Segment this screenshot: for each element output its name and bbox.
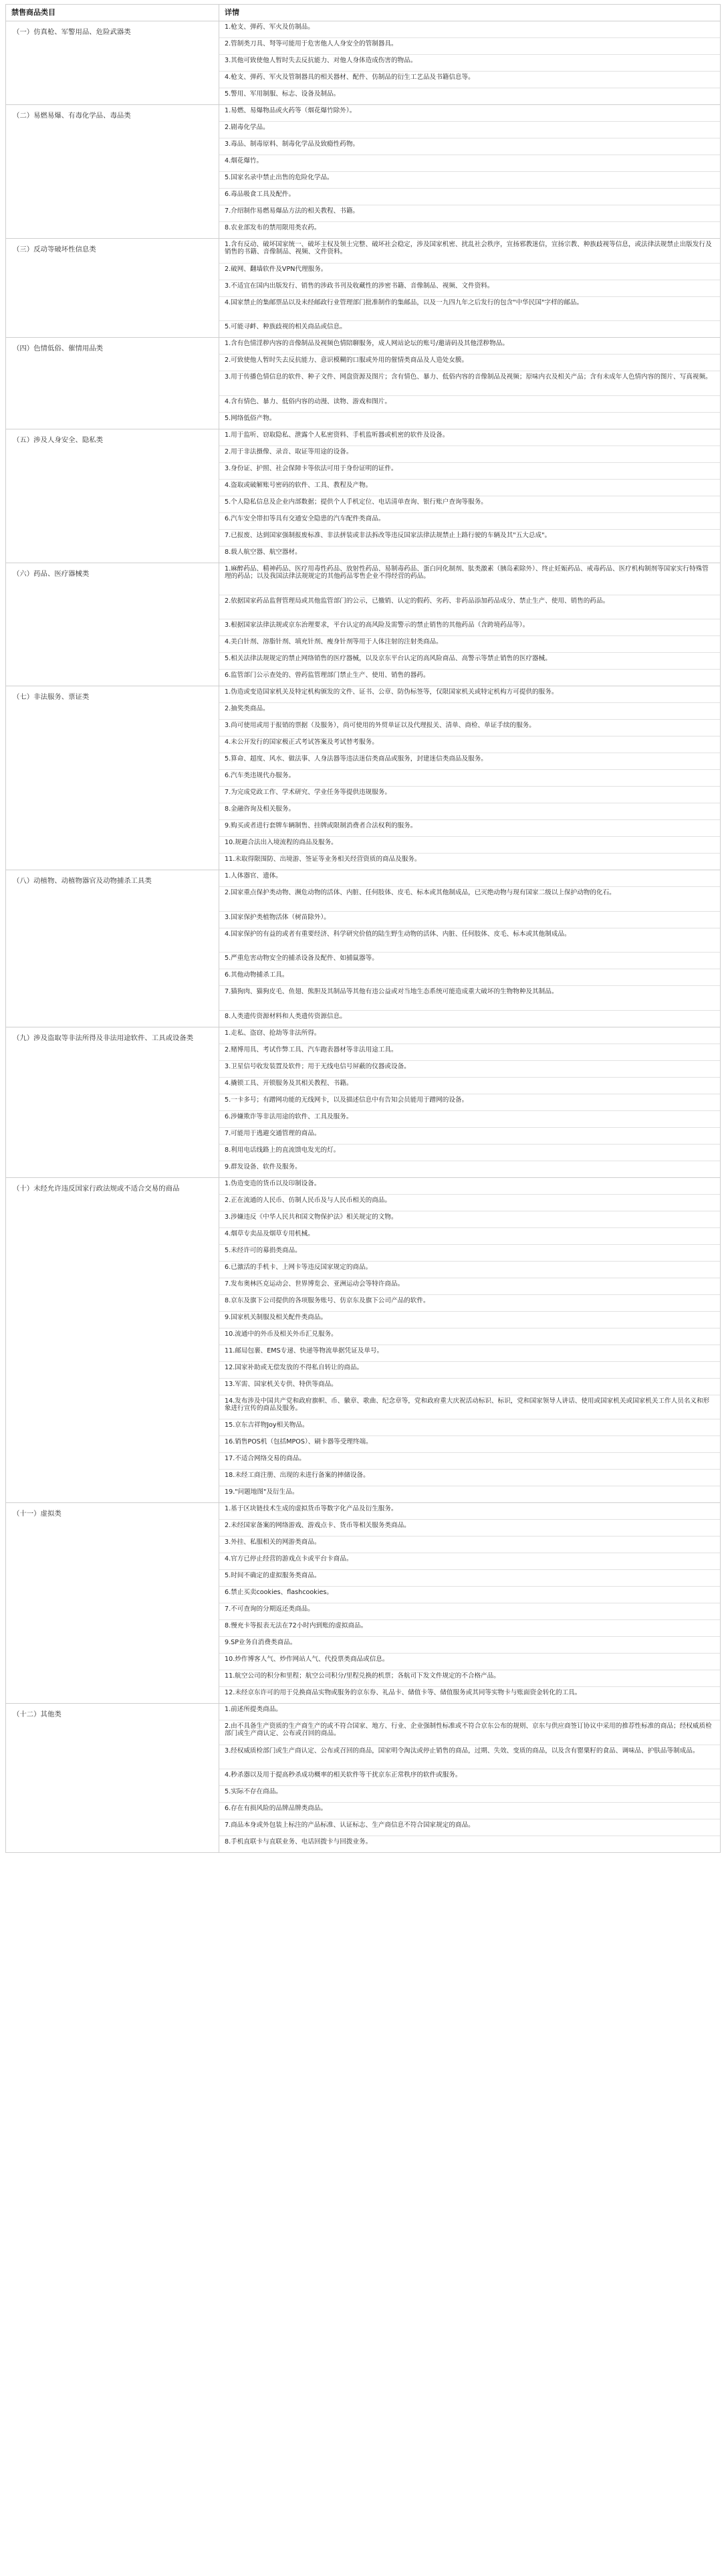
rule-item: 4.国家保护的有益的或者有重要经济、科学研究价值的陆生野生动物的活体、内脏、任何肢体、皮毛、标本或其他制成品。: [219, 928, 720, 953]
rule-item: 1.麻醉药品、精神药品、医疗用毒性药品、放射性药品、易制毒药品、蛋白同化制剂、肽类激素（胰岛素除外）、终止妊娠药品、戒毒药品、医疗机构制剂等国家实行特殊管理的药品；以及我国法律法规规定的其他药品零售企业不得经营的药品。: [219, 563, 720, 595]
rule-item: 9.SP业务自消费类商品。: [219, 1637, 720, 1654]
category-row: [6, 239, 721, 338]
rule-item: 2.国家重点保护类动物、濒危动物的活体、内脏、任何肢体、皮毛、标本或其他制成品，已灭绝动物与现有国家二级以上保护动物的化石。: [219, 887, 720, 912]
category-row: [6, 21, 721, 105]
rule-item: 5.未经许可的募捐类商品。: [219, 1245, 720, 1262]
rule-item: 3.国家保护类植物活体（树苗除外）。: [219, 912, 720, 928]
rule-item: 7.商品本身或外包装上标注的产品标准、认证标志、生产商信息不符合国家规定的商品。: [219, 1819, 720, 1836]
rule-item: 12.未经京东许可的用于兑换商品实物或服务的京东券、礼品卡、储值卡等、储值服务或其同等实物卡与账面资金转化的工具。: [225, 1689, 582, 1696]
rule-item: 2.未经国家备案的网络游戏、游戏点卡、货币等相关服务类商品。: [219, 1520, 720, 1537]
rule-item: 3.用于传播色情信息的软件、种子文件、网盘资源及图片；含有情色、暴力、低俗内容的音像制品及视频；原味内衣及相关产品；含有未成年人色情内容的图片、写真视频。: [219, 371, 720, 396]
category-name: （八）动植物、动植物器官及动物捕杀工具类: [6, 870, 219, 1027]
rule-item: 4.未公开发行的国家极正式考试答案及考试替考服务。: [219, 736, 720, 753]
category-name: （十）未经允许违反国家行政法规或不适合交易的商品: [6, 1177, 219, 1503]
rule-item: 7.猫狗肉、猫狗皮毛、鱼翅、熊胆及其制品等其他有违公益或对当地生态系统可能造成重大破坏的生物物种及其制品。: [219, 986, 720, 1011]
rule-item: 4.秒杀器以及用于提高秒杀成功概率的相关软件等干扰京东正常秩序的软件或服务。: [219, 1769, 720, 1786]
rule-item: 3.其他可致使他人暂时失去反抗能力、对他人身体造成伤害的物品。: [219, 55, 720, 72]
rule-item: 11.航空公司的积分和里程；航空公司积分/里程兑换的机票；各航司下发文件规定的不合格产品。: [219, 1670, 720, 1687]
category-items: [219, 563, 721, 686]
rule-item: 3.涉嫌违反《中华人民共和国文物保护法》相关规定的文物。: [219, 1211, 720, 1228]
rule-item: 19."问题地图"及衍生品。: [225, 1488, 299, 1496]
category-items: [219, 870, 721, 1027]
rule-item: 8.农业部发布的禁用限用类农药。: [225, 224, 321, 231]
category-items: [219, 239, 721, 338]
rule-item: 2.正在流通的人民币、仿制人民币及与人民币相关的商品。: [219, 1195, 720, 1211]
rule-item: 5.实际不存在商品。: [219, 1786, 720, 1803]
rule-item: 8.慢充卡等报表无法在72小时内到账的虚拟商品。: [219, 1620, 720, 1637]
category-name: （二）易燃易爆、有毒化学品、毒品类: [6, 105, 219, 239]
rule-item: 13.军需、国家机关专供、特供等商品。: [219, 1379, 720, 1395]
rule-item: 4.官方已停止经营的游戏点卡或平台卡商品。: [219, 1553, 720, 1570]
rule-item: 15.京东吉祥物Joy相关物品。: [219, 1419, 720, 1436]
rule-item: 7.发布奥林匹克运动会、世界博览会、亚洲运动会等特许商品。: [219, 1278, 720, 1295]
rule-item: 6.监管部门公示查处的、曾药监管理部门禁止生产、使用、销售的器药。: [225, 672, 430, 679]
category-items: [219, 1503, 721, 1704]
rule-item: 10.流通中的外币及相关外币汇兑服务。: [219, 1328, 720, 1345]
category-items: [219, 1177, 721, 1503]
category-row: [6, 338, 721, 429]
rule-item: 12.国家补助或无偿发放的不得私自转让的商品。: [219, 1362, 720, 1379]
rule-item: 6.毒品吸食工具及配件。: [219, 189, 720, 205]
rule-item: 6.汽车类违规代办服务。: [219, 770, 720, 787]
rule-item: 3.根据国家法律法规或京东治理要求，平台认定的高风险及需警示的禁止销售的其他药品（含跨境药品等）。: [219, 619, 720, 636]
rule-item: 1.用于监听、窃取隐私、泄露个人私密资料、手机监听器或机密的软件及设备。: [219, 429, 720, 446]
category-row: [6, 563, 721, 686]
rule-item: 3.身份证、护照、社会保障卡等依法可用于身份证明的证件。: [219, 463, 720, 480]
rule-item: 5.相关法律法规规定的禁止网络销售的医疗器械，以及京东平台认定的高风险商品、高警示等禁止销售的医疗器械。: [219, 653, 720, 670]
rule-item: 6.涉嫌欺诈等非法用途的软件、工具及服务。: [219, 1111, 720, 1128]
table-body: [6, 21, 721, 1853]
rule-item: 4.烟草专卖品及烟草专用机械。: [219, 1228, 720, 1245]
rule-item: 5.国家名录中禁止出售的危险化学品。: [219, 172, 720, 189]
rule-item: 4.国家禁止的集邮票品以及未经邮政行业管理部门批准制作的集邮品，以及一九四九年之后发行的包含"中华民国"字样的邮品。: [219, 297, 720, 322]
rule-item: 8.金融咨询及相关服务。: [219, 803, 720, 820]
rule-item: 5.严重危害动物安全的捕杀设备及配件、如捕鼠器等。: [219, 953, 720, 969]
rule-item: 6.其他动物捕杀工具。: [219, 969, 720, 986]
rule-item: 6.存在有损风险的品牌品牌类商品。: [219, 1803, 720, 1819]
rule-item: 4.美白针剂、溶脂针剂、填充针剂、瘦身针剂等用于人体注射的注射类商品。: [219, 636, 720, 653]
rule-item: 4.枪支、弹药、军火及管制器具的相关器材、配件、仿制品的衍生工艺品及书籍信息等。: [219, 72, 720, 88]
category-name: （五）涉及人身安全、隐私类: [6, 429, 219, 563]
category-name: （六）药品、医疗器械类: [6, 563, 219, 686]
category-name: （三）反动等破坏性信息类: [6, 239, 219, 338]
rule-item: 6.禁止买卖cookies、flashcookies。: [219, 1587, 720, 1603]
category-row: [6, 1027, 721, 1177]
rule-item: 9.购买或者进行套牌车辆制售、挂牌或限制消费者合法权利的服务。: [219, 820, 720, 837]
category-row: [6, 429, 721, 563]
rule-item: 2.抽奖类商品。: [219, 703, 720, 720]
rule-item: 1.枪支、弹药、军火及仿制品。: [219, 21, 720, 38]
rule-item: 7.介绍制作易燃易爆品方法的相关教程、书籍。: [219, 205, 720, 222]
rule-item: 3.尚可使用或用于报销的票据（及服务），尚可使用的外贸单证以及代理报关、清单、商检、单证手续的服务。: [219, 720, 720, 736]
rule-item: 9.群发设备、软件及服务。: [225, 1163, 301, 1171]
rule-item: 2.依据国家药品监督管理局或其他监管部门的公示，已撤销、认定的假药、劣药、非药品添加药品成分、禁止生产、使用、销售的药品。: [219, 595, 720, 620]
rule-item: 17.不适合网络交易的商品。: [219, 1453, 720, 1470]
category-items: [219, 105, 721, 239]
rule-item: 10.规避合法出入境流程的商品及服务。: [219, 837, 720, 854]
category-name: （九）涉及盗取等非法所得及非法用途软件、工具或设备类: [6, 1027, 219, 1177]
rule-item: 1.人体器官、遗体。: [219, 870, 720, 887]
rule-item: 11.邮局包裹、EMS专递、快递等物流单据凭证及单号。: [219, 1345, 720, 1362]
rule-item: 16.销售POS机（包括MPOS）、刷卡器等受理终端。: [219, 1436, 720, 1453]
category-row: [6, 870, 721, 1027]
table-header-row: [6, 5, 721, 21]
rule-item: 7.可能用于逃避交通管理的商品。: [219, 1128, 720, 1145]
category-row: [6, 686, 721, 870]
rule-item: 1.前述所提类商品。: [219, 1704, 720, 1720]
rule-item: 3.经权威质检部门或生产商认定、公布或召回的商品，国家明令淘汰或停止销售的商品，过期、失效、变质的商品，以及含有罂粟籽的食品、调味品、护肤品等制成品。: [219, 1745, 720, 1770]
rule-item: 8.京东及旗下公司提供的各项服务账号、仿京东及旗下公司产品的软件。: [219, 1295, 720, 1312]
rule-item: 2.破网、翻墙软件及VPN代理服务。: [219, 264, 720, 280]
rule-item: 18.未经工商注册、出现的未进行备案的摔储设备。: [219, 1470, 720, 1486]
category-items: [219, 338, 721, 429]
rule-item: 2.管制类刀具、弩等可能用于危害他人人身安全的管制器具。: [219, 38, 720, 55]
rule-item: 7.不可查询的分期返还类商品。: [219, 1603, 720, 1620]
rule-item: 3.外挂、私服相关的网游类商品。: [219, 1537, 720, 1553]
rule-item: 3.卫星信号收发装置及软件；用于无线电信号屏蔽的仪器或设备。: [219, 1061, 720, 1078]
rule-item: 6.已激活的手机卡、上网卡等违反国家规定的商品。: [219, 1262, 720, 1278]
rule-item: 3.毒品、制毒原料、制毒化学品及致瘾性药物。: [219, 138, 720, 155]
category-row: [6, 1503, 721, 1704]
rule-item: 6.汽车安全帯扣等具有交通安全隐患的汽车配件类商品。: [219, 513, 720, 530]
category-name: （十二）其他类: [6, 1704, 219, 1853]
rule-item: 1.走私、盗窃、抢劫等非法所得。: [219, 1027, 720, 1044]
rule-item: 5.时间不确定的虚拟服务类商品。: [219, 1570, 720, 1587]
rule-item: 8.利用电话线路上的直流馈电发光的灯。: [219, 1145, 720, 1161]
rule-item: 5.可能寻衅、种族歧视的相关商品或信息。: [225, 323, 346, 330]
rule-item: 14.发布涉及中国共产党和政府旗帜、币、徽章、歌曲、纪念章等，党和政府重大庆祝活动标识、标识，党和国家领导人讲话、使用或国家机关或国家机关工作人员名义和形象进行宣传的商品及服务。: [219, 1395, 720, 1420]
category-row: [6, 105, 721, 239]
rule-item: 8.手机直联卡与直联业务、电话回拨卡与回拨业务。: [225, 1838, 372, 1846]
category-items: [219, 686, 721, 870]
category-items: [219, 429, 721, 563]
rule-item: 5.网络低俗产物。: [225, 414, 276, 422]
rule-item: 2.剧毒化学品。: [219, 122, 720, 138]
category-items: [219, 21, 721, 105]
rule-item: 5.警用、军用制服、标志、设备及制品。: [225, 90, 340, 98]
rule-item: 2.赌博用具、考试作弊工具、汽车跑表器材等非法用途工具。: [219, 1044, 720, 1061]
category-row: [6, 1704, 721, 1853]
rule-item: 2.可致使他人暂时失去反抗能力、意识模糊的口服或外用的催情类商品及人造处女膜。: [219, 355, 720, 371]
rule-item: 1.基于区块链技术生成的虚拟货币等数字化产品及衍生服务。: [219, 1503, 720, 1520]
rule-item: 8.载人航空器、航空器材。: [225, 548, 301, 556]
category-name: （七）非法服务、票证类: [6, 686, 219, 870]
rule-item: 1.含有反动、破坏国家统一、破坏主权及领土完整、破坏社会稳定，涉及国家机密、扰乱社会秩序，宣扬邪教迷信，宣扬宗教、种族歧视等信息，或法律法规禁止出版发行及销售的书籍、音像制品、视频、文件资料。: [219, 239, 720, 264]
rule-item: 4.撬锁工具、开锁服务及其相关教程、书籍。: [219, 1078, 720, 1094]
rule-item: 8.人类遗传资源材料和人类遗传资源信息。: [225, 1012, 346, 1020]
rule-item: 10.炒作博客人气、炒作网站人气、代投票类商品或信息。: [219, 1654, 720, 1670]
category-items: [219, 1704, 721, 1853]
rule-item: 4.烟花爆竹。: [219, 155, 720, 172]
rule-item: 7.已报废、达到国家强制报废标准、非法拼装或非法拆改等违反国家法律法规禁止上路行驶的车辆及其"五大总成"。: [219, 530, 720, 547]
rule-item: 1.易燃、易爆物品或火药等（烟花爆竹除外）。: [219, 105, 720, 122]
rule-item: 3.不适宜在国内出版发行、销售的涉政书刊及收藏性的涉密书籍、音像制品、视频、文件资料。: [219, 280, 720, 297]
rule-item: 11.未取得限围防、出境游、签证等业务相关经营资质的商品及服务。: [225, 856, 421, 863]
rule-item: 5.一卡多号；有蹭网功能的无线网卡，以及描述信息中有告知会员能用于蹭网的设备。: [219, 1094, 720, 1111]
rule-item: 2.用于非法摄像、录音、取证等用途的设备。: [219, 446, 720, 463]
category-name: （四）色情低俗、催情用品类: [6, 338, 219, 429]
category-row: [6, 1177, 721, 1503]
rule-item: 4.盗取或破解账号密码的软件、工具、教程及产物。: [219, 480, 720, 496]
rule-item: 1.伪造或变造国家机关及特定机构颁发的文件、证书、公章、防伪标签等，仅限国家机关或特定机构方可提供的服务。: [219, 686, 720, 703]
rule-item: 1.含有色情淫秽内容的音像制品及视频色情陪聊服务，成人网站论坛的账号/邀请码及其他淫秽物品。: [219, 338, 720, 355]
prohibited-goods-table: [5, 4, 721, 1853]
rule-item: 4.含有情色、暴力、低俗内容的动漫、读物、游戏和图片。: [219, 396, 720, 413]
category-name: （一）仿真枪、军警用品、危险武器类: [6, 21, 219, 105]
rule-item: 1.伪造变造的货币以及印制设备。: [219, 1178, 720, 1195]
rule-item: 5.个人隐私信息及企业内部数据；提供个人手机定位、电话清单查询、银行账户查询等服务。: [219, 496, 720, 513]
rule-item: 2.由不具备生产资质的生产商生产的或不符合国家、地方、行业、企业强制性标准或不符合京东公布的规则、京东与供应商签订协议中采用的推荐性标准的商品；经权威质检部门或生产商认定、公布或召回的商品。: [219, 1720, 720, 1745]
category-items: [219, 1027, 721, 1177]
detail-column-header: 详情: [219, 5, 721, 21]
rule-item: 5.算命、超度、风水、做法事、人身法器等违法迷信类商品或服务，封建迷信类商品及服务。: [219, 753, 720, 770]
category-column-header: 禁售商品类目: [6, 5, 219, 21]
rule-item: 7.为完成党政工作、学术研究、学业任务等提供违规服务。: [219, 787, 720, 803]
category-name: （十一）虚拟类: [6, 1503, 219, 1704]
rule-item: 9.国家机关制服及相关配件类商品。: [219, 1312, 720, 1328]
